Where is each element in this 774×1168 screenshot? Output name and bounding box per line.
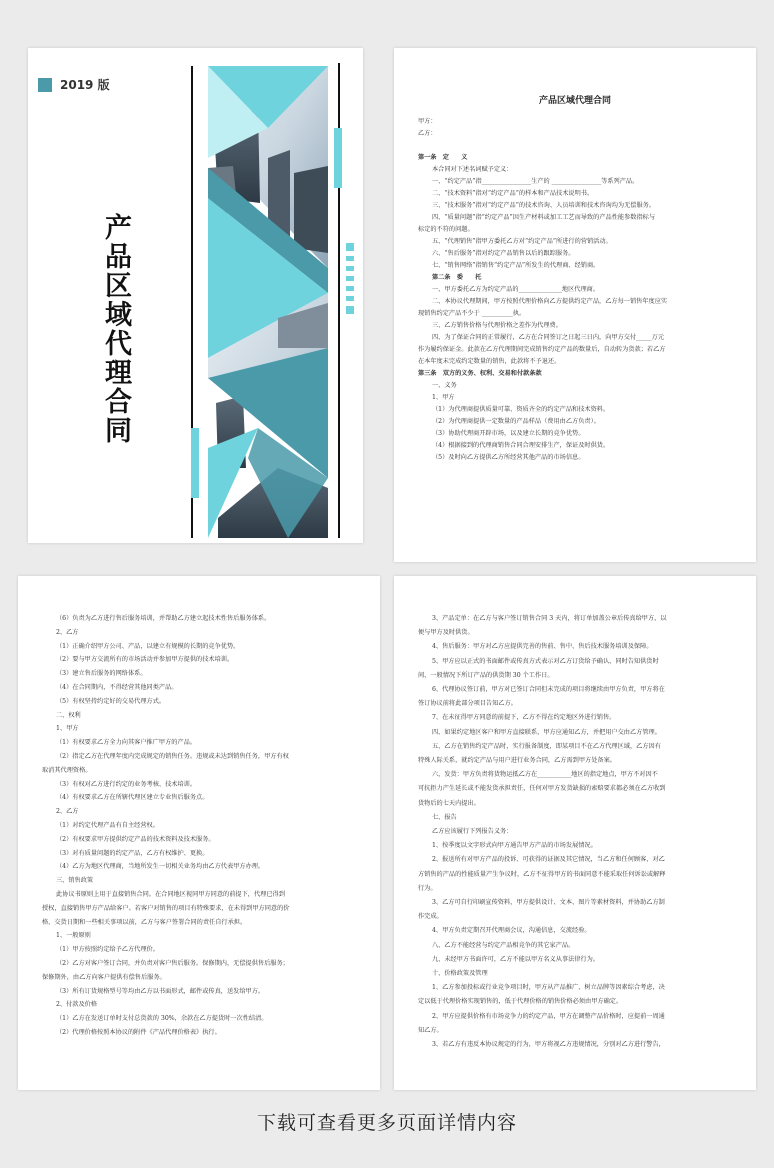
- text-line: 2、甲方应提供价格有市场竞争力的约定产品，甲方在调整产品价格时，应提前一周通: [432, 1012, 665, 1020]
- text-line: 现销售约定产品不少于 __________执。: [418, 310, 526, 317]
- contract-page-2: [18, 576, 380, 1090]
- text-line: （4）根据接到的代理商销售合同合理安排生产，保证及时供货。: [432, 442, 610, 449]
- text-line: （2）为代理商提供一定数量的产品样品（费用由乙方负责）。: [432, 418, 600, 425]
- text-line: 3、产品定单：在乙方与客户签订销售合同 3 天内，将订单加盖公章后传真给甲方，以: [432, 615, 667, 622]
- text-line: 六、“售后服务”指对约定产品销售以后的跟踪服务。: [432, 250, 575, 257]
- text-line: 可抗拒力产生延长或不能发货承担责任，任何对甲方发货缺损的索赔要求都必须在乙方收到: [418, 785, 666, 793]
- cover-page: [28, 48, 363, 543]
- text-line: 保修期外，由乙方向客户提供有偿售后服务。: [42, 973, 166, 981]
- text-line: 6、代理协议签订前，甲方对已签订合同但未完成的项目将继续由甲方负责，甲方将在: [432, 686, 665, 694]
- text-line: 签订协议前将此部分项目告知乙方。: [418, 700, 517, 708]
- page-body: [42, 612, 366, 1040]
- accent-bar: [191, 428, 199, 498]
- text-line: 取消其代理资格。: [42, 766, 92, 774]
- text-line: 一、义务: [432, 382, 457, 389]
- accent-ticks: [346, 243, 354, 314]
- text-line: （1）乙方在发送订单时支付总货款的 30%，余款在乙方提货时一次性结清。: [56, 1015, 268, 1023]
- text-line: 十、价格政策及管理: [432, 970, 488, 978]
- text-line: 二、本协议代理期间，甲方按照代理价格向乙方提供约定产品，乙方每一销售年度应实: [432, 298, 668, 305]
- text-line: 在本年度未完成约定数量的销售，此款将不予退还。: [418, 358, 561, 365]
- text-line: 此协议书原则上用于直接销售合同。在合同地区视同甲方同意的前提下，代理已得到: [56, 890, 285, 898]
- text-line: 3、乙方可自行印刷宣传资料，甲方提供设计、文本、图片等素材资料，并协助乙方制: [432, 899, 665, 907]
- text-line: （2）代理价格按照本协议的附件《产品代理价格表》执行。: [56, 1028, 221, 1036]
- text-line: （4）在合同期内，不得经营其他同类产品。: [56, 683, 178, 691]
- text-line: （6）负责为乙方进行售后服务培训，并帮助乙方建立起技术性售后服务体系。: [56, 615, 271, 622]
- text-line: 货物后的七天内提出。: [418, 799, 480, 807]
- text-line: （3）有权对乙方进行约定的业务考核、技术培训。: [56, 780, 197, 788]
- text-line: 三、销售政策: [56, 877, 94, 885]
- text-line: （1）为代理商提供质量可靠、资质齐全的约定产品和技术资料。: [432, 406, 610, 413]
- text-line: 二、“技术资料”指对“约定产品”的样本和产品技术说明书。: [432, 190, 594, 197]
- text-line: 方销售的产品的性能质量产生争议时，乙方不征得甲方的书面同意不能采取任何诉讼或解释: [418, 870, 666, 878]
- text-line: （1）甲方按照约定给予乙方代理价。: [56, 946, 159, 954]
- text-line: 授权，直接销售甲方产品给客户。若客户对销售的项目有特殊要求，在未得到甲方同意的价: [42, 904, 290, 912]
- year-label: 2019 版: [60, 78, 110, 92]
- text-line: 便与甲方及时供货。: [418, 629, 474, 637]
- text-line: 六，发货：甲方负责将货物运抵乙方在___________地区的指定地点，甲方不对因不: [432, 771, 658, 779]
- text-line: 一、甲方委托乙方为约定产品的______________地区代理商。: [432, 286, 600, 293]
- text-line: 1、一般原则: [56, 932, 91, 940]
- text-line: 乙方：: [418, 130, 437, 137]
- text-line: 标定的不符的问题。: [418, 226, 474, 233]
- download-hint: 下载可查看更多页面详情内容: [256, 1112, 517, 1134]
- text-line: 1、按季度以文字形式向甲方通告甲方产品的市场发展情况。: [432, 842, 597, 850]
- text-line: 三、“技术服务”指对“约定产品”的技术咨询、人员培训和技术咨询均为无偿服务。: [432, 202, 656, 209]
- text-line: 四、为了保证合同的正常履行，乙方在合同签订之日起三日内，向甲方交付_____万元: [432, 334, 665, 341]
- text-line: （1）有权要求乙方全力向其客户推广甲方的产品。: [56, 739, 197, 747]
- text-line: 定以低于代理价格实现销售的，低于代理价格的销售价格必须由甲方确定。: [418, 998, 623, 1006]
- text-line: 七、报告: [432, 813, 457, 821]
- text-line: （2）要与甲方交流所有的市场活动并参加甲方提供的技术培训。: [56, 656, 234, 664]
- text-line: 七、“销售网络”指销售“约定产品”所发生的代理商、经销商。: [432, 262, 600, 269]
- cover-title: 产品区域代理合同: [100, 213, 131, 445]
- text-line: 3、若乙方有违反本协议规定的行为，甲方将视乙方违规情况，分别对乙方进行警告，: [432, 1041, 665, 1049]
- text-line: 7、在未征得甲方同意的前提下，乙方不得在约定地区外进行销售。: [432, 714, 616, 722]
- text-line: 本合同对下述名词赋予定义：: [432, 166, 513, 173]
- page-body: [418, 612, 742, 1052]
- text-line: 行为。: [418, 884, 437, 892]
- text-line: （3）所有订货规格型号等均由乙方以书面形式，邮件或传真，送发给甲方。: [56, 987, 265, 995]
- text-line: 三、乙方销售价格与代理价格之差作为代理费。: [432, 322, 562, 329]
- text-line: （5）有权坚持约定好的交易代理方式。: [56, 697, 166, 705]
- text-line: （5）及时向乙方提供乙方所经营其他产品的市场信息。: [432, 454, 585, 461]
- text-line: （3）对有质量问题的约定产品，乙方有权维护、更换。: [56, 849, 209, 857]
- document-title: 产品区域代理合同: [538, 96, 611, 106]
- text-line: 2、乙方: [56, 808, 79, 816]
- text-line: （2）有权要求甲方提供约定产品的技术资料及技术服务。: [56, 835, 215, 843]
- text-line: 甲方：: [418, 118, 437, 125]
- text-line: 1、甲方: [56, 725, 79, 733]
- text-line: 乙方应该履行下列报告义务：: [432, 828, 513, 836]
- text-line: （2）指定乙方在代理年度内完成规定的销售任务。违规或未达到销售任务，甲方有权: [56, 752, 289, 760]
- text-line: （4）有权要求乙方在所辖代理区建立专业售后服务点。: [56, 794, 209, 802]
- cover-graphic: [28, 48, 363, 543]
- text-line: 特殊人际关系，就约定产品与用户进行业务合同，乙方需到甲方处备案。: [418, 757, 616, 765]
- text-line: （1）正确介绍甲方公司、产品，以建立有规模的长期的竞争优势。: [56, 642, 240, 650]
- text-line: 五、“代理销售”指甲方委托乙方对“约定产品”所进行的营销活动。: [432, 238, 612, 245]
- text-line: 第三条 双方的义务、权利、交易和付款条款: [418, 370, 542, 377]
- text-line: （3）协助代理商开辟市场，以及建立长期的竞争优势。: [432, 430, 585, 437]
- text-line: 5、甲方应以正式的书面邮件或传真方式表示对乙方订货给予确认，同时告知供货时: [432, 657, 659, 665]
- text-line: 第一条 定 义: [418, 154, 468, 161]
- text-line: （1）对约定代理产品有自主经营权。: [56, 821, 159, 829]
- page-body: [418, 116, 742, 464]
- text-line: 2、付款及价格: [56, 1001, 98, 1009]
- text-line: 二、权利: [56, 711, 81, 719]
- contract-page-3: [394, 576, 756, 1090]
- accent-bar: [334, 128, 342, 188]
- text-line: 作为履约保证金。此款在乙方代理期间完成销售约定产品的数量后，自动转为货款；若乙方: [418, 346, 666, 353]
- text-line: 九、未经甲方书面许可，乙方不能以甲方名义从事法律行为。: [432, 955, 600, 963]
- text-line: 知乙方。: [418, 1026, 443, 1034]
- text-line: 四、如果约定地区客户和甲方直接联系，甲方应通知乙方，并把用户交由乙方管理。: [432, 728, 661, 736]
- text-line: 2、报送所有对甲方产品的投诉、可获得的证据及其它情况，当乙方和任何顾客，对乙: [432, 856, 665, 864]
- text-line: 1、甲方: [432, 394, 455, 401]
- contract-page-1: [394, 48, 756, 562]
- text-line: 四、“质量问题”指“约定产品”因生产材料或加工工艺而导致的产品性能参数指标与: [432, 214, 656, 221]
- text-line: 作完成。: [418, 913, 443, 921]
- text-line: 五、乙方在销售约定产品时，实行报备制度，即某项目不在乙方代理区域，乙方因有: [432, 742, 661, 750]
- text-line: 2、乙方: [56, 628, 79, 636]
- text-line: 八、乙方不能经营与约定产品相竞争的其它家产品。: [432, 941, 575, 949]
- text-line: （3）建立售后服务的网络体系。: [56, 670, 147, 678]
- text-line: 1、乙方参加投标或行业竞争项目时，甲方从产品推广、树立品牌等因素综合考虑，决: [432, 984, 665, 992]
- text-line: 第二条 委 托: [432, 274, 482, 281]
- text-line: 4、甲方负责定期召开代理商会议，沟通信息，交流经验。: [432, 927, 591, 935]
- text-line: 格、交货日期和一些相关事项以前，乙方与客户签署合同的责任自行承担。: [42, 918, 247, 926]
- text-line: 4、售后服务：甲方对乙方应提供完善的售前、售中、售后技术服务培训及保障。: [432, 643, 653, 651]
- text-line: （2）乙方对客户签订合同，并负责对客户售后服务。保修期内，无偿提供售后服务；: [56, 959, 289, 967]
- text-line: 一、“约定产品”指________________生产的 ________________等系列产品。: [432, 178, 639, 185]
- text-line: （4）乙方为地区代理商，当地所发生一切相关业务均由乙方代表甲方办理。: [56, 863, 265, 871]
- text-line: [418, 140, 742, 152]
- text-line: 间，一般情况下所订产品的供货期 30 个工作日。: [418, 671, 554, 679]
